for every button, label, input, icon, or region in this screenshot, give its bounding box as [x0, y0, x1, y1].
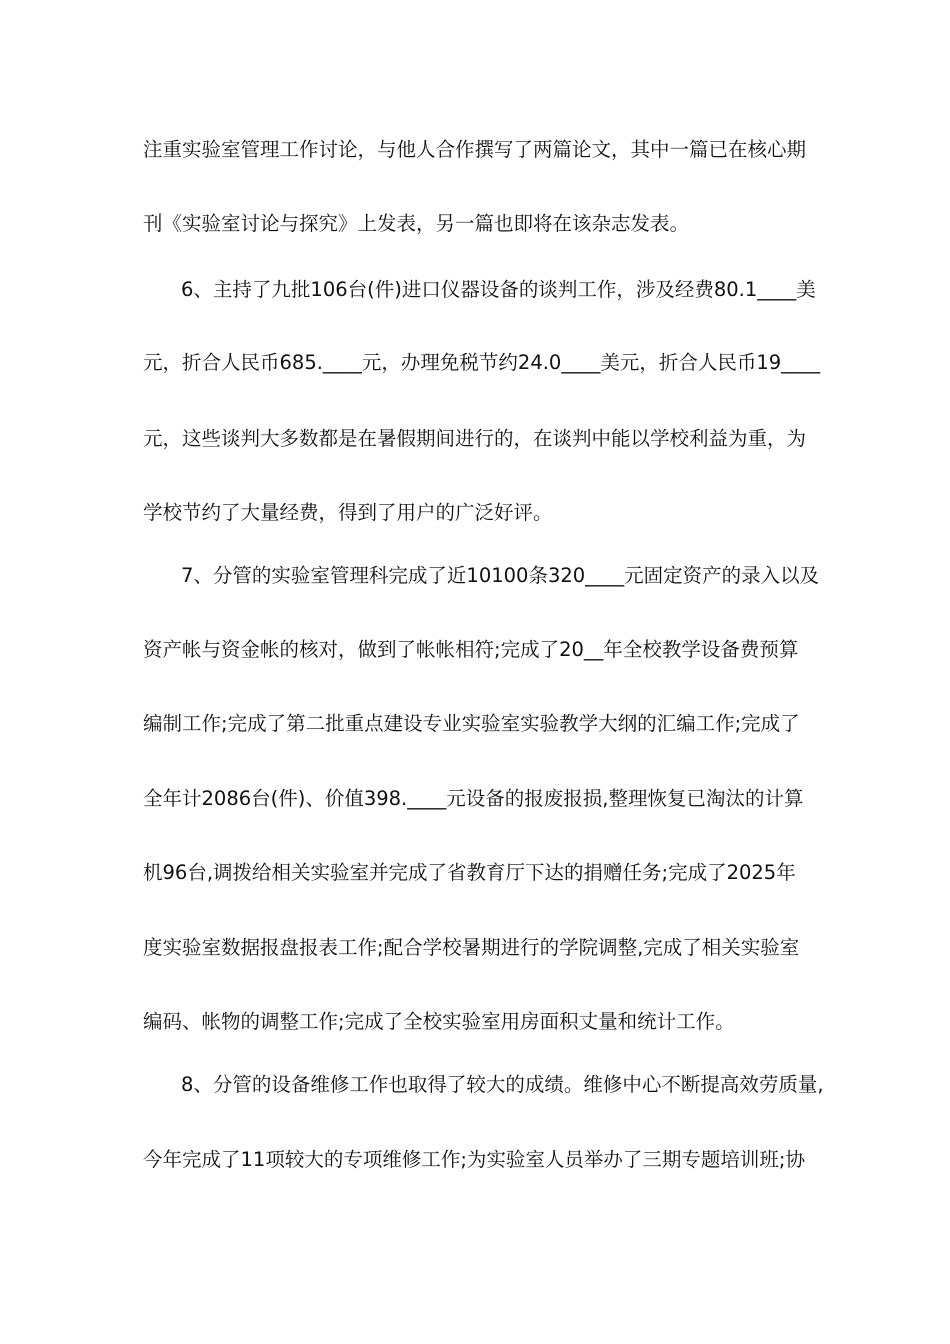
- text-line: 全年计2086台(件)、价值398.____元设备的报废报损,整理恢复已淘汰的计算: [143, 787, 804, 810]
- text-line: 编码、帐物的调整工作;完成了全校实验室用房面积丈量和统计工作。: [143, 1010, 735, 1033]
- paragraph-7-start: 7、分管的实验室管理科完成了近10100条320____元固定资产的录入以及: [181, 564, 820, 587]
- text-line: 元，折合人民币685.____元，办理免税节约24.0____美元，折合人民币19____: [143, 351, 821, 374]
- text-line: 机96台,调拨给相关实验室并完成了省教育厅下达的捐赠任务;完成了2025年: [143, 861, 796, 884]
- text-line: 资产帐与资金帐的核对，做到了帐帐相符;完成了20__年全校教学设备费预算: [143, 638, 799, 661]
- text-line: 元，这些谈判大多数都是在暑假期间进行的，在谈判中能以学校利益为重，为: [143, 427, 807, 450]
- paragraph-6-start: 6、主持了九批106台(件)进口仪器设备的谈判工作，涉及经费80.1____美: [181, 278, 816, 301]
- text-line: 学校节约了大量经费，得到了用户的广泛好评。: [143, 501, 553, 524]
- text-line: 刊《实验室讨论与探究》上发表，另一篇也即将在该杂志发表。: [143, 212, 690, 235]
- text-line: 度实验室数据报盘报表工作;配合学校暑期进行的学院调整,完成了相关实验室: [143, 936, 800, 959]
- paragraph-8-start: 8、分管的设备维修工作也取得了较大的成绩。维修中心不断提高效劳质量,: [181, 1073, 824, 1096]
- text-line: 今年完成了11项较大的专项维修工作;为实验室人员举办了三期专题培训班;协: [143, 1148, 805, 1171]
- text-line: 编制工作;完成了第二批重点建设专业实验室实验教学大纲的汇编工作;完成了: [143, 712, 800, 735]
- text-line: 注重实验室管理工作讨论，与他人合作撰写了两篇论文，其中一篇已在核心期: [143, 138, 807, 161]
